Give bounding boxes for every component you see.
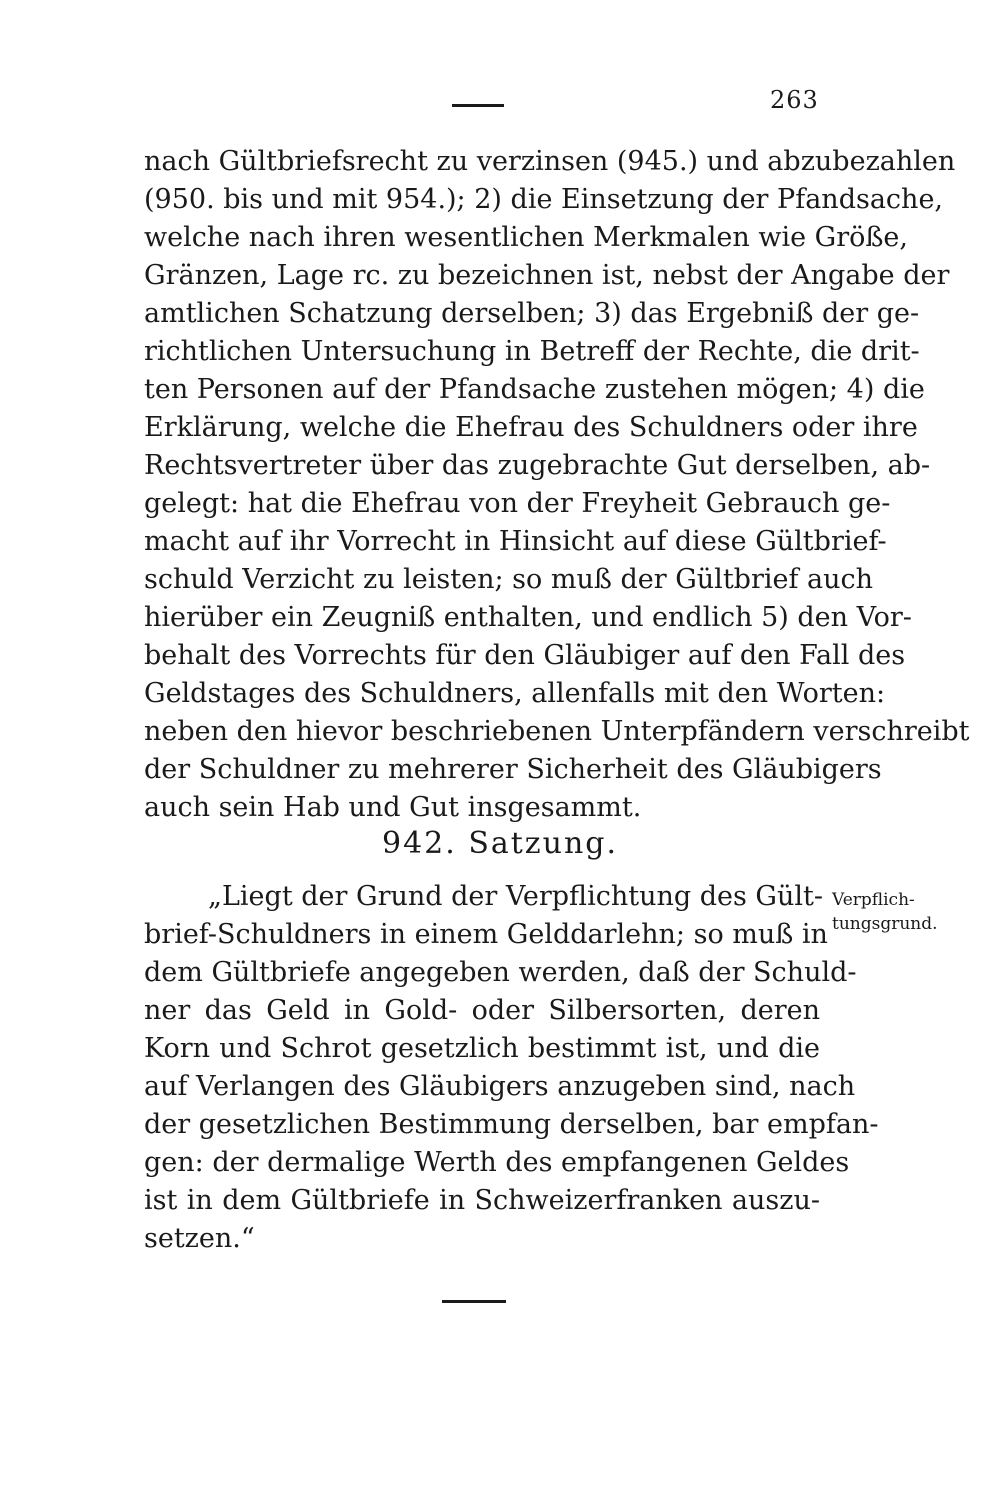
text-line: Geldstages des Schuldners, allenfalls mit den Worten:: [144, 678, 886, 709]
text-line: Korn und Schrot gesetzlich bestimmt ist, und die: [144, 1033, 820, 1064]
text-line: Gränzen, Lage rc. zu bezeichnen ist, nebst der Angabe der: [144, 260, 950, 291]
text-line: gelegt: hat die Ehefrau von der Freyheit Gebrauch ge-: [144, 488, 891, 519]
text-line: der Schuldner zu mehrerer Sicherheit des Gläubigers: [144, 754, 882, 785]
marginal-note: [832, 888, 982, 936]
text-line: setzen.“: [144, 1223, 255, 1254]
page-number: 263: [770, 86, 819, 114]
text-line: ist in dem Gültbriefe in Schweizerfranken auszu-: [144, 1185, 820, 1216]
text-line: brief-Schuldners in einem Gelddarlehn; so muß in: [144, 919, 828, 950]
text-line: neben den hievor beschriebenen Unterpfändern verschreibt: [144, 716, 970, 747]
text-line: richtlichen Untersuchung in Betreff der Rechte, die drit-: [144, 336, 920, 367]
text-line: behalt des Vorrechts für den Gläubiger auf den Fall des: [144, 640, 906, 671]
footer-rule: [442, 1300, 506, 1303]
paragraph-section-942: [144, 878, 879, 1258]
marginal-note-line-2: tungsgrund.: [832, 914, 938, 934]
text-line: nach Gültbriefsrecht zu verzinsen (945.) und abzubezahlen: [144, 146, 956, 177]
text-line: schuld Verzicht zu leisten; so muß der Gültbrief auch: [144, 564, 874, 595]
text-line: hierüber ein Zeugniß enthalten, und endlich 5) den Vor-: [144, 602, 912, 633]
text-line: „Liegt der Grund der Verpflichtung des Gült-: [208, 881, 823, 912]
text-line: (950. bis und mit 954.); 2) die Einsetzung der Pfandsache,: [144, 184, 944, 215]
text-line: dem Gültbriefe angegeben werden, daß der Schuld-: [144, 957, 857, 988]
text-line: der gesetzlichen Bestimmung derselben, bar empfan-: [144, 1109, 879, 1140]
text-line: amtlichen Schatzung derselben; 3) das Ergebniß der ge-: [144, 298, 920, 329]
section-heading: 942. Satzung.: [381, 826, 618, 861]
text-line: macht auf ihr Vorrecht in Hinsicht auf diese Gültbrief-: [144, 526, 887, 557]
paragraph-continued: [144, 143, 970, 827]
text-line: auch sein Hab und Gut insgesammt.: [144, 792, 642, 823]
text-line: Rechtsvertreter über das zugebrachte Gut derselben, ab-: [144, 450, 931, 481]
text-line: ner das Geld in Gold- oder Silbersorten, deren: [144, 995, 820, 1026]
text-line: gen: der dermalige Werth des empfangenen Geldes: [144, 1147, 850, 1178]
text-line: welche nach ihren wesentlichen Merkmalen wie Größe,: [144, 222, 908, 253]
text-line: ten Personen auf der Pfandsache zustehen mögen; 4) die: [144, 374, 925, 405]
marginal-note-line-1: Verpflich-: [832, 890, 915, 910]
header-rule: [452, 104, 504, 107]
text-line: auf Verlangen des Gläubigers anzugeben sind, nach: [144, 1071, 856, 1102]
text-line: Erklärung, welche die Ehefrau des Schuldners oder ihre: [144, 412, 918, 443]
